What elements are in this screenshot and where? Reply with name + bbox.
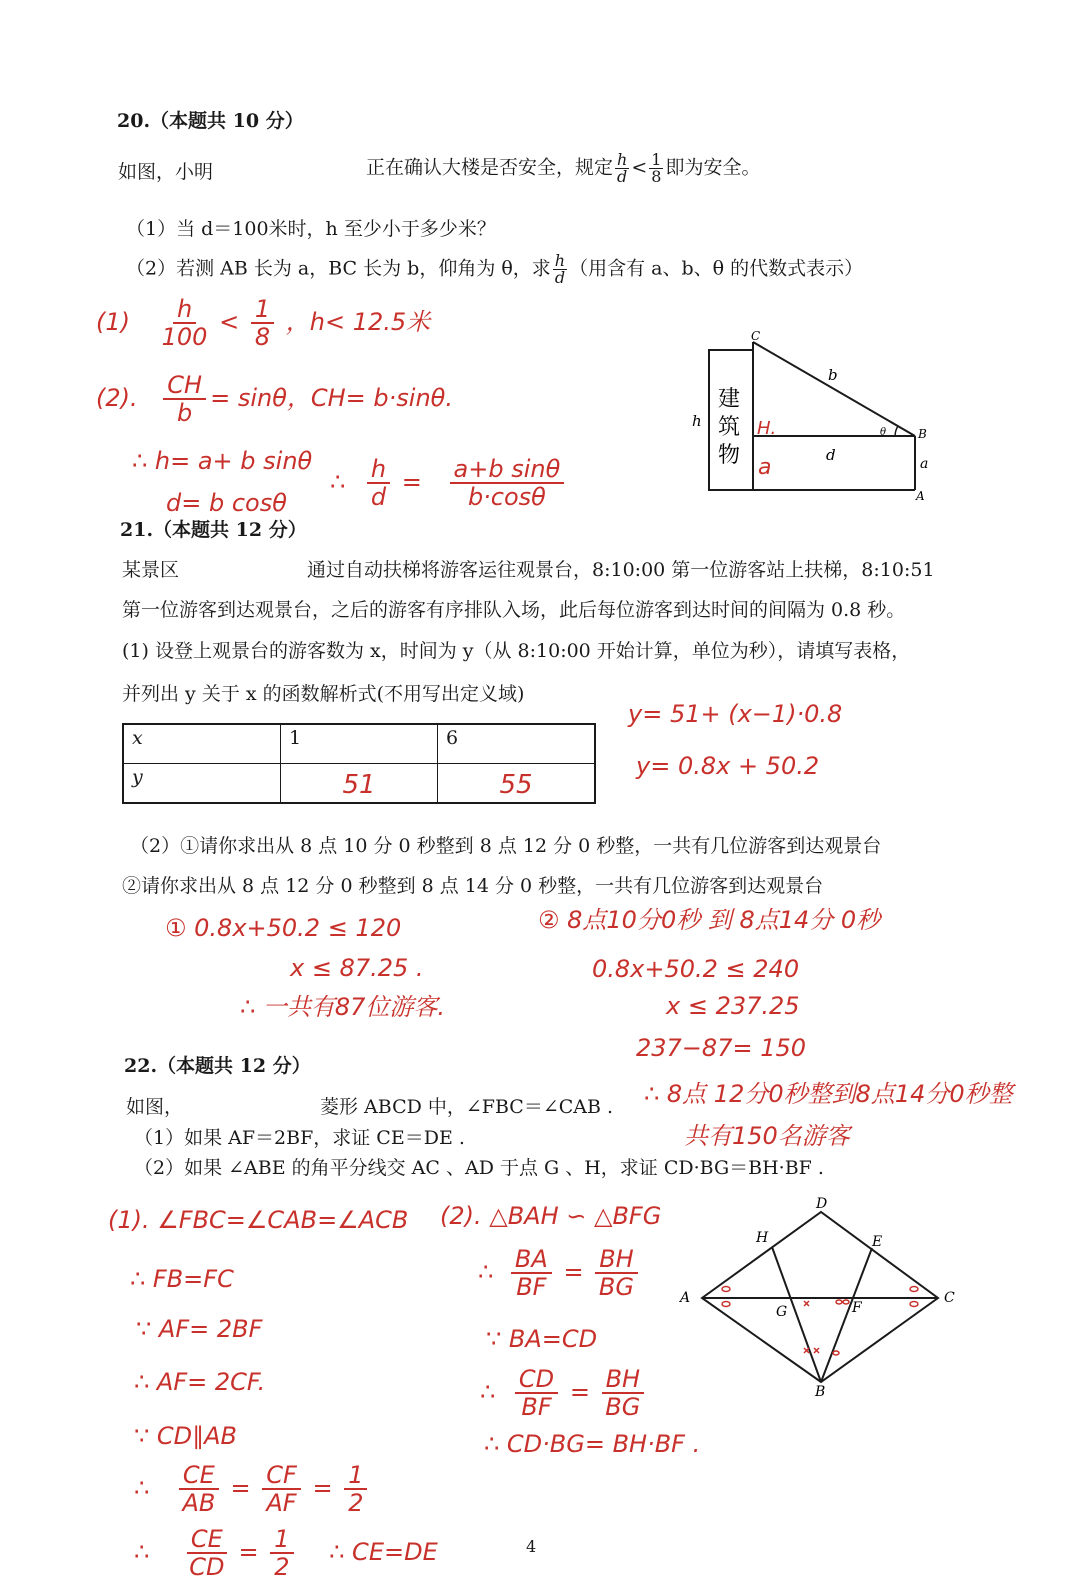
q21-hw-left3: ∴ 一共有87位游客.: [240, 993, 446, 1021]
q20-intro-c: 即为安全。: [665, 156, 761, 179]
q21-hw-right4: 237−87= 150: [636, 1034, 807, 1062]
vertex-C: C: [944, 1290, 955, 1306]
table-row: [123, 764, 595, 804]
label-a: a: [920, 456, 929, 472]
q20-hw-line3: ∴ h= a+ b sinθ: [132, 447, 313, 475]
q21-q2a: （2）①请你求出从 8 点 10 分 0 秒整到 8 点 12 分 0 秒整，一共有几位游客到达观景台: [130, 835, 882, 857]
label-B: B: [918, 427, 927, 441]
label-h: h: [692, 412, 702, 430]
label-d: d: [826, 446, 836, 464]
q20-hw-line2: (2). $\frac{CH}{b}$ = sinθ，CH= b·sinθ.: [96, 371, 453, 427]
q22-line1b: 菱形 ABCD 中，∠FBC＝∠CAB .: [320, 1096, 614, 1118]
point-F: F: [852, 1300, 862, 1316]
q20-part2-a: （2）若测 AB 长为 a，BC 长为 b，仰角为 θ，求: [126, 257, 551, 280]
q22-hw-left4: ∴ AF= 2CF.: [134, 1368, 266, 1396]
q20-intro: [366, 152, 760, 185]
q20-hw-line4: d= b cosθ: [166, 489, 287, 517]
q20-part2-frac: $\frac{h}{d}$: [554, 251, 566, 287]
q21-q2b: ②请你求出从 8 点 12 分 0 秒整到 8 点 14 分 0 秒整，一共有几位游客到达观景台: [122, 875, 824, 897]
q21-hw-right1: ② 8点10分0秒 到 8点14分 0秒: [538, 906, 881, 934]
q22-hw-left5: ∵ CD∥AB: [134, 1422, 238, 1450]
q22-hw-left1: (1). ∠FBC=∠CAB=∠ACB: [108, 1206, 409, 1234]
building-char-2: 筑: [718, 415, 741, 440]
q21-hw-formula1: y= 51+ (x−1)·0.8: [628, 700, 843, 728]
q20-intro-b: 正在确认大楼是否安全，规定: [366, 156, 614, 179]
q22-title: 22.（本题共 12 分）: [124, 1055, 311, 1077]
label-b: b: [828, 366, 838, 384]
q21-hw-left1: ① 0.8x+50.2 ≤ 120: [165, 914, 402, 942]
q22-hw-right5: ∴ CD·BG= BH·BF .: [484, 1430, 701, 1458]
q20-part2: [126, 253, 863, 286]
angle-marks: [722, 1287, 918, 1356]
q22-line2: （1）如果 AF＝2BF，求证 CE＝DE .: [134, 1127, 465, 1149]
q20-part1: （1）当 d＝100米时，h 至少小于多少米？: [126, 218, 496, 240]
q20-hw-line5: ∴ $\frac{h}{d}$ = $\frac{\text{a+b sinθ}}{b\cdot\cos\theta}$: [330, 456, 568, 510]
table-cell-handwritten: 51: [281, 764, 438, 804]
point-E: E: [872, 1234, 883, 1250]
hw-label-a: a: [758, 455, 772, 480]
q20-building-figure: [680, 328, 940, 508]
point-G: G: [776, 1304, 788, 1320]
page-number: 4: [526, 1537, 537, 1556]
q20-limit-frac: $\frac{1}{8}$: [651, 150, 662, 186]
q20-ratio-frac: $\frac{h}{d}$: [617, 150, 628, 186]
q20-intro-a: 如图，小明: [118, 161, 214, 183]
line-be: [821, 1248, 872, 1382]
q22-hw-left6: ∴ $\frac{CE}{AB}$ = $\frac{CF}{AF}$ = $\frac{1}{2}$: [134, 1462, 371, 1516]
q21-title: 21.（本题共 12 分）: [120, 519, 307, 541]
q20-lt: <: [631, 156, 648, 179]
q21-line2: 第一位游客到达观景台，之后的游客有序排队入场，此后每位游客到达时间的间隔为 0.8 秒。: [122, 599, 906, 621]
q22-hw-left2: ∴ FB=FC: [130, 1265, 234, 1293]
q21-line1b: 通过自动扶梯将游客运往观景台，8:10:00 第一位游客站上扶梯，8:10:51: [307, 559, 935, 581]
table-cell: x: [123, 724, 281, 764]
q22-hw-left7: ∴ $\frac{CE}{CD}$ = $\frac{1}{2}$ ∴ CE=DE: [134, 1525, 438, 1581]
line-cb: [753, 342, 915, 436]
q21-hw-right3: x ≤ 237.25: [666, 992, 800, 1020]
angle-arc: [895, 426, 898, 436]
q20-hw-line1: (1) $\frac{h}{100}$ < $\frac{1}{8}$ ，h< 12.5米: [96, 295, 431, 351]
label-A: A: [916, 489, 925, 503]
table-cell-handwritten: 55: [438, 764, 596, 804]
table-cell: y: [123, 764, 281, 804]
q21-xy-table: [122, 723, 596, 804]
q22-hw-right2: ∴ $\frac{BA}{BF}$ = $\frac{BH}{BG}$: [478, 1246, 642, 1300]
q22-rhombus-figure: [676, 1196, 966, 1396]
building-char-3: 物: [718, 443, 741, 468]
q20-part2-b: （用含有 a、b、θ 的代数式表示）: [569, 257, 864, 280]
q22-hw-right3: ∵ BA=CD: [486, 1325, 598, 1353]
q22-hw-left3: ∵ AF= 2BF: [136, 1315, 263, 1343]
label-theta: θ: [880, 427, 887, 438]
q21-line4: 并列出 y 关于 x 的函数解析式(不用写出定义域): [122, 683, 525, 705]
q22-hw-right1: (2). △BAH ∽ △BFG: [440, 1202, 662, 1230]
q21-line1a: 某景区: [122, 559, 180, 581]
q22-line1a: 如图，: [126, 1096, 184, 1118]
table-row: [123, 724, 595, 764]
q21-hw-right2: 0.8x+50.2 ≤ 240: [592, 955, 800, 983]
point-H: H: [756, 1230, 769, 1246]
q22-hw-right4: ∴ $\frac{CD}{BF}$ = $\frac{BH}{BG}$: [480, 1366, 648, 1420]
q21-hw-left2: x ≤ 87.25 .: [290, 954, 424, 982]
q21-hw-right5: ∴ 8点 12分0秒整到8点14分0秒整: [644, 1080, 1013, 1108]
vertex-D: D: [816, 1196, 828, 1212]
table-cell: 1: [281, 724, 438, 764]
q22-line3: （2）如果 ∠ABE 的角平分线交 AC 、AD 于点 G 、H，求证 CD·BG＝BH·BF .: [134, 1157, 824, 1179]
q21-line3: (1) 设登上观景台的游客数为 x，时间为 y（从 8:10:00 开始计算，单位为秒），请填写表格，: [122, 640, 911, 662]
table-cell: 6: [438, 724, 596, 764]
label-C: C: [751, 329, 761, 343]
vertex-B: B: [815, 1384, 826, 1396]
q20-title: 20.（本题共 10 分）: [117, 110, 304, 132]
hw-label-H: H.: [757, 418, 777, 439]
building-char-1: 建: [718, 387, 741, 412]
vertex-A: A: [680, 1290, 691, 1306]
q21-hw-right6: 共有150名游客: [684, 1122, 850, 1150]
q21-hw-formula2: y= 0.8x + 50.2: [636, 752, 820, 780]
